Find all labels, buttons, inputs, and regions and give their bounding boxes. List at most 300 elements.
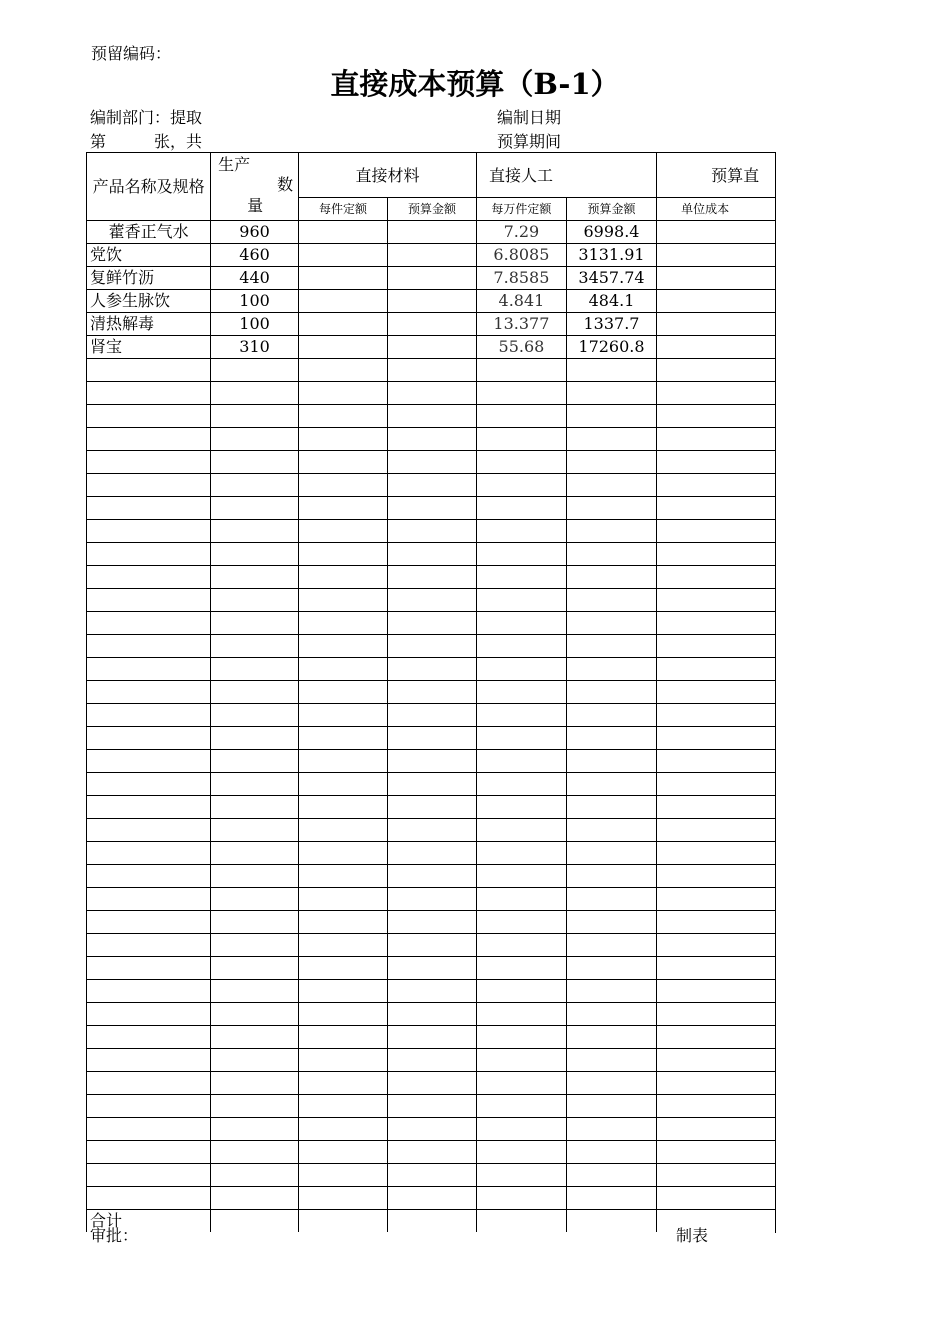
- empty-cell: [477, 911, 567, 934]
- empty-cell: [657, 635, 776, 658]
- empty-cell: [211, 428, 299, 451]
- empty-cell: [298, 727, 387, 750]
- empty-cell: [211, 1026, 299, 1049]
- table-row: [87, 1187, 776, 1210]
- empty-cell: [387, 980, 476, 1003]
- table-row: [87, 405, 776, 428]
- empty-cell: [87, 658, 211, 681]
- empty-cell: [298, 428, 387, 451]
- empty-cell: [87, 474, 211, 497]
- empty-cell: [566, 704, 656, 727]
- empty-cell: [477, 796, 567, 819]
- empty-cell: [211, 405, 299, 428]
- empty-cell: [657, 911, 776, 934]
- table-row: [87, 520, 776, 543]
- cell-quantity: 100: [211, 290, 299, 313]
- empty-cell: [298, 359, 387, 382]
- empty-cell: [87, 497, 211, 520]
- empty-cell: [387, 773, 476, 796]
- empty-cell: [657, 520, 776, 543]
- empty-cell: [477, 1095, 567, 1118]
- cell-material-quota: [298, 336, 387, 359]
- empty-cell: [211, 750, 299, 773]
- empty-cell: [211, 1187, 299, 1210]
- empty-cell: [211, 612, 299, 635]
- table-row: [87, 566, 776, 589]
- empty-cell: [566, 796, 656, 819]
- empty-cell: [298, 865, 387, 888]
- empty-cell: [211, 658, 299, 681]
- cell-quantity: 960: [211, 221, 299, 244]
- empty-cell: [657, 428, 776, 451]
- empty-cell: [87, 1072, 211, 1095]
- cell-material-quota: [298, 267, 387, 290]
- table-row: [87, 451, 776, 474]
- empty-cell: [298, 819, 387, 842]
- approval-label: 审批：: [90, 1226, 139, 1245]
- empty-cell: [87, 543, 211, 566]
- header-labor-quota: 每万件定额: [477, 198, 567, 221]
- header-labor-amount: 预算金额: [566, 198, 656, 221]
- table-row: [87, 957, 776, 980]
- empty-cell: [566, 589, 656, 612]
- empty-cell: [211, 842, 299, 865]
- cell-product-name: 党饮: [87, 244, 211, 267]
- empty-cell: [387, 543, 476, 566]
- cell-material-quota: [298, 244, 387, 267]
- cell-product-name: 肾宝: [87, 336, 211, 359]
- empty-cell: [477, 1141, 567, 1164]
- empty-cell: [387, 1118, 476, 1141]
- cell-labor-amount: 3131.91: [566, 244, 656, 267]
- empty-cell: [566, 773, 656, 796]
- empty-cell: [566, 497, 656, 520]
- empty-cell: [387, 520, 476, 543]
- empty-cell: [387, 428, 476, 451]
- total-cell: [477, 1210, 567, 1233]
- empty-cell: [298, 1072, 387, 1095]
- empty-cell: [657, 934, 776, 957]
- empty-cell: [387, 474, 476, 497]
- empty-cell: [387, 1072, 476, 1095]
- empty-cell: [87, 819, 211, 842]
- empty-cell: [657, 658, 776, 681]
- empty-cell: [387, 359, 476, 382]
- cell-material-amount: [387, 267, 476, 290]
- empty-cell: [566, 566, 656, 589]
- empty-cell: [211, 359, 299, 382]
- empty-cell: [387, 865, 476, 888]
- empty-cell: [566, 865, 656, 888]
- header-budget-direct: 预算直: [657, 153, 776, 198]
- table-viewport: [86, 152, 776, 1232]
- empty-cell: [566, 405, 656, 428]
- empty-cell: [211, 566, 299, 589]
- cell-product-name: 人参生脉饮: [87, 290, 211, 313]
- empty-cell: [657, 1049, 776, 1072]
- empty-cell: [657, 796, 776, 819]
- table-row: [87, 497, 776, 520]
- cell-product-name: 复鲜竹沥: [87, 267, 211, 290]
- empty-cell: [211, 451, 299, 474]
- header-direct-material: 直接材料: [298, 153, 476, 198]
- empty-cell: [657, 1141, 776, 1164]
- empty-cell: [566, 842, 656, 865]
- empty-cell: [298, 382, 387, 405]
- empty-cell: [211, 888, 299, 911]
- cell-quantity: 440: [211, 267, 299, 290]
- cell-quantity: 460: [211, 244, 299, 267]
- empty-cell: [657, 888, 776, 911]
- empty-cell: [87, 405, 211, 428]
- empty-cell: [87, 865, 211, 888]
- empty-cell: [298, 1095, 387, 1118]
- empty-cell: [298, 520, 387, 543]
- empty-cell: [87, 796, 211, 819]
- cell-material-quota: [298, 313, 387, 336]
- empty-cell: [387, 750, 476, 773]
- empty-cell: [387, 681, 476, 704]
- empty-cell: [211, 1164, 299, 1187]
- empty-cell: [657, 727, 776, 750]
- empty-cell: [477, 980, 567, 1003]
- empty-cell: [387, 612, 476, 635]
- empty-cell: [566, 1026, 656, 1049]
- cell-unit-cost: [657, 244, 776, 267]
- empty-cell: [87, 589, 211, 612]
- table-row: [87, 773, 776, 796]
- empty-cell: [387, 382, 476, 405]
- reserved-code-label: 预留编码：: [91, 44, 172, 63]
- empty-cell: [566, 612, 656, 635]
- total-cell: [657, 1210, 776, 1233]
- table-row: [87, 727, 776, 750]
- empty-cell: [566, 681, 656, 704]
- empty-cell: [657, 589, 776, 612]
- cell-unit-cost: [657, 290, 776, 313]
- empty-cell: [87, 520, 211, 543]
- empty-cell: [387, 497, 476, 520]
- cell-labor-amount: 6998.4: [566, 221, 656, 244]
- total-cell: [566, 1210, 656, 1233]
- empty-cell: [298, 1187, 387, 1210]
- empty-cell: [566, 1049, 656, 1072]
- empty-cell: [477, 1072, 567, 1095]
- empty-cell: [387, 796, 476, 819]
- table-row: [87, 1118, 776, 1141]
- empty-cell: [211, 796, 299, 819]
- empty-cell: [477, 1049, 567, 1072]
- cell-labor-quota: 55.68: [477, 336, 567, 359]
- table-row: [87, 221, 776, 244]
- empty-cell: [87, 428, 211, 451]
- table-row: [87, 1095, 776, 1118]
- empty-cell: [387, 566, 476, 589]
- empty-cell: [87, 957, 211, 980]
- empty-cell: [657, 1187, 776, 1210]
- empty-cell: [298, 612, 387, 635]
- empty-cell: [87, 1095, 211, 1118]
- empty-cell: [211, 497, 299, 520]
- empty-cell: [657, 405, 776, 428]
- table-row: [87, 819, 776, 842]
- empty-cell: [566, 957, 656, 980]
- empty-cell: [657, 704, 776, 727]
- empty-cell: [566, 980, 656, 1003]
- empty-cell: [477, 1026, 567, 1049]
- empty-cell: [477, 520, 567, 543]
- empty-cell: [87, 911, 211, 934]
- empty-cell: [298, 842, 387, 865]
- table-row: [87, 474, 776, 497]
- empty-cell: [566, 474, 656, 497]
- table-row: [87, 865, 776, 888]
- cell-unit-cost: [657, 221, 776, 244]
- empty-cell: [566, 635, 656, 658]
- header-product-name: 产品名称及规格: [87, 153, 211, 221]
- empty-cell: [566, 1141, 656, 1164]
- table-row: [87, 658, 776, 681]
- empty-cell: [387, 635, 476, 658]
- table-row: [87, 359, 776, 382]
- table-row: [87, 704, 776, 727]
- empty-cell: [566, 1072, 656, 1095]
- table-row: [87, 428, 776, 451]
- cell-labor-amount: 3457.74: [566, 267, 656, 290]
- empty-cell: [387, 658, 476, 681]
- empty-cell: [477, 382, 567, 405]
- empty-cell: [387, 1049, 476, 1072]
- empty-cell: [657, 957, 776, 980]
- empty-cell: [566, 520, 656, 543]
- empty-cell: [298, 566, 387, 589]
- cell-labor-amount: 1337.7: [566, 313, 656, 336]
- empty-cell: [87, 1026, 211, 1049]
- cell-unit-cost: [657, 313, 776, 336]
- empty-cell: [477, 704, 567, 727]
- cell-material-amount: [387, 244, 476, 267]
- empty-cell: [566, 1118, 656, 1141]
- cell-labor-quota: 6.8085: [477, 244, 567, 267]
- empty-cell: [477, 819, 567, 842]
- cell-material-amount: [387, 313, 476, 336]
- table-row: [87, 1141, 776, 1164]
- cell-labor-quota: 13.377: [477, 313, 567, 336]
- empty-cell: [211, 911, 299, 934]
- cell-material-quota: [298, 221, 387, 244]
- empty-cell: [387, 589, 476, 612]
- empty-cell: [566, 888, 656, 911]
- empty-cell: [298, 1118, 387, 1141]
- table-row: [87, 336, 776, 359]
- empty-cell: [657, 566, 776, 589]
- total-cell: [211, 1210, 299, 1233]
- table-row: [87, 1026, 776, 1049]
- empty-cell: [657, 750, 776, 773]
- empty-cell: [211, 635, 299, 658]
- cell-product-name: 藿香正气水: [87, 221, 211, 244]
- empty-cell: [477, 474, 567, 497]
- table-row: [87, 1072, 776, 1095]
- empty-cell: [211, 727, 299, 750]
- empty-cell: [657, 819, 776, 842]
- table-row: [87, 267, 776, 290]
- table-row: [87, 612, 776, 635]
- empty-cell: [477, 497, 567, 520]
- empty-cell: [477, 888, 567, 911]
- empty-cell: [657, 681, 776, 704]
- empty-cell: [477, 773, 567, 796]
- empty-cell: [566, 1187, 656, 1210]
- header-material-amount: 预算金额: [387, 198, 476, 221]
- empty-cell: [477, 359, 567, 382]
- empty-cell: [566, 543, 656, 566]
- empty-cell: [657, 382, 776, 405]
- empty-cell: [298, 474, 387, 497]
- empty-cell: [387, 819, 476, 842]
- empty-cell: [211, 865, 299, 888]
- empty-cell: [87, 635, 211, 658]
- empty-cell: [298, 635, 387, 658]
- empty-cell: [298, 405, 387, 428]
- empty-cell: [566, 934, 656, 957]
- cell-labor-amount: 17260.8: [566, 336, 656, 359]
- total-row: [87, 1210, 776, 1233]
- empty-cell: [477, 957, 567, 980]
- empty-cell: [87, 359, 211, 382]
- empty-cell: [477, 1187, 567, 1210]
- table-row: [87, 911, 776, 934]
- compile-date-label: 编制日期: [497, 108, 562, 127]
- empty-cell: [566, 428, 656, 451]
- empty-cell: [657, 474, 776, 497]
- empty-cell: [87, 727, 211, 750]
- table-row: [87, 681, 776, 704]
- table-row: [87, 980, 776, 1003]
- empty-cell: [477, 1164, 567, 1187]
- table-row: [87, 750, 776, 773]
- empty-cell: [298, 1003, 387, 1026]
- empty-cell: [387, 842, 476, 865]
- empty-cell: [477, 658, 567, 681]
- cell-quantity: 310: [211, 336, 299, 359]
- empty-cell: [298, 796, 387, 819]
- empty-cell: [477, 451, 567, 474]
- cell-material-amount: [387, 336, 476, 359]
- cell-product-name: 清热解毒: [87, 313, 211, 336]
- table-row: [87, 1164, 776, 1187]
- empty-cell: [477, 1118, 567, 1141]
- empty-cell: [387, 1003, 476, 1026]
- empty-cell: [657, 1072, 776, 1095]
- empty-cell: [298, 934, 387, 957]
- empty-cell: [387, 704, 476, 727]
- empty-cell: [298, 957, 387, 980]
- empty-cell: [477, 428, 567, 451]
- empty-cell: [477, 1003, 567, 1026]
- empty-cell: [566, 1003, 656, 1026]
- empty-cell: [657, 612, 776, 635]
- empty-cell: [657, 980, 776, 1003]
- empty-cell: [657, 1026, 776, 1049]
- empty-cell: [298, 497, 387, 520]
- empty-cell: [387, 1187, 476, 1210]
- empty-cell: [87, 382, 211, 405]
- empty-cell: [87, 704, 211, 727]
- empty-cell: [298, 658, 387, 681]
- empty-cell: [211, 681, 299, 704]
- table-row: [87, 1003, 776, 1026]
- empty-cell: [657, 543, 776, 566]
- empty-cell: [298, 681, 387, 704]
- empty-cell: [477, 842, 567, 865]
- table-row: [87, 313, 776, 336]
- empty-cell: [87, 681, 211, 704]
- empty-cell: [477, 589, 567, 612]
- table-right-edge: [775, 152, 776, 1233]
- table-row: [87, 382, 776, 405]
- empty-cell: [387, 1095, 476, 1118]
- empty-cell: [87, 612, 211, 635]
- empty-cell: [566, 359, 656, 382]
- header-quantity: 生产 数 量: [211, 153, 299, 221]
- empty-cell: [211, 1095, 299, 1118]
- empty-cell: [87, 451, 211, 474]
- empty-cell: [566, 819, 656, 842]
- direct-cost-table: [86, 152, 776, 1232]
- empty-cell: [387, 451, 476, 474]
- table-row: [87, 934, 776, 957]
- empty-cell: [87, 1141, 211, 1164]
- empty-cell: [211, 773, 299, 796]
- empty-cell: [298, 1049, 387, 1072]
- empty-cell: [387, 934, 476, 957]
- empty-cell: [87, 1118, 211, 1141]
- empty-cell: [657, 1164, 776, 1187]
- empty-cell: [657, 865, 776, 888]
- empty-cell: [211, 1049, 299, 1072]
- cell-labor-quota: 4.841: [477, 290, 567, 313]
- empty-cell: [387, 405, 476, 428]
- empty-cell: [298, 773, 387, 796]
- prepared-by-label: 制表: [676, 1226, 709, 1245]
- empty-cell: [477, 566, 567, 589]
- empty-cell: [477, 750, 567, 773]
- empty-cell: [298, 888, 387, 911]
- empty-cell: [211, 934, 299, 957]
- empty-cell: [298, 543, 387, 566]
- empty-cell: [87, 842, 211, 865]
- table-row: [87, 1049, 776, 1072]
- empty-cell: [387, 1026, 476, 1049]
- cell-labor-quota: 7.8585: [477, 267, 567, 290]
- empty-cell: [298, 704, 387, 727]
- empty-cell: [657, 451, 776, 474]
- table-row: [87, 888, 776, 911]
- empty-cell: [477, 405, 567, 428]
- empty-cell: [87, 934, 211, 957]
- cell-material-quota: [298, 290, 387, 313]
- header-direct-labor: 直接人工: [477, 153, 657, 198]
- empty-cell: [211, 704, 299, 727]
- cell-unit-cost: [657, 336, 776, 359]
- total-label: 合计: [87, 1210, 211, 1233]
- department-label: 编制部门：提取: [90, 108, 203, 127]
- table-row: [87, 635, 776, 658]
- empty-cell: [387, 957, 476, 980]
- empty-cell: [87, 1049, 211, 1072]
- cell-labor-amount: 484.1: [566, 290, 656, 313]
